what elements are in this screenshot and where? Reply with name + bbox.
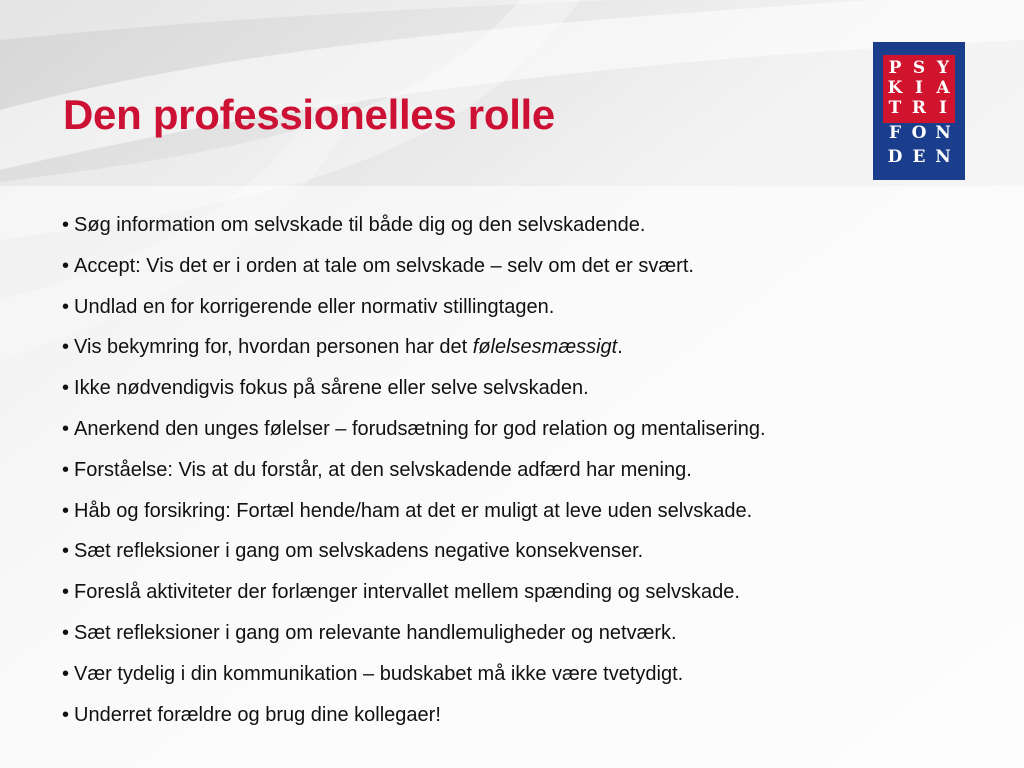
psykiatrifonden-logo bbox=[873, 42, 965, 180]
logo-letter: P bbox=[888, 58, 902, 78]
bullet-marker: • bbox=[62, 703, 70, 726]
logo-letter: T bbox=[888, 98, 902, 118]
bullet-text: Forståelse: Vis at du forstår, at den selvskadende adfærd har mening. bbox=[74, 458, 692, 481]
bullet-item bbox=[62, 701, 982, 742]
bullet-item bbox=[62, 456, 982, 497]
bullet-item bbox=[62, 211, 982, 252]
logo-letter: I bbox=[939, 98, 947, 118]
bullet-item bbox=[62, 537, 982, 578]
logo-letter: I bbox=[915, 78, 923, 98]
bullet-marker: • bbox=[62, 336, 70, 359]
bullet-marker: • bbox=[62, 499, 70, 522]
bullet-text: Vis bekymring for, hvordan personen har det bbox=[74, 336, 473, 359]
logo-letter: O bbox=[911, 123, 927, 143]
bullet-text: Sæt refleksioner i gang om relevante handlemuligheder og netværk. bbox=[74, 621, 677, 644]
bullet-item bbox=[62, 497, 982, 538]
bullet-text: Anerkend den unges følelser – forudsætning for god relation og mentalisering. bbox=[74, 417, 766, 440]
logo-letter: F bbox=[888, 123, 902, 143]
bullet-text: Håb og forsikring: Fortæl hende/ham at det er muligt at leve uden selvskade. bbox=[74, 499, 753, 522]
bullet-text: Undlad en for korrigerende eller normativ stillingtagen. bbox=[74, 295, 555, 318]
bullet-marker: • bbox=[62, 377, 70, 400]
bullet-text: Søg information om selvskade til både dig og den selvskadende. bbox=[74, 214, 646, 236]
logo-letter: N bbox=[935, 123, 951, 143]
bullet-item bbox=[62, 415, 982, 456]
logo-letter: S bbox=[912, 58, 926, 78]
bullet-marker: • bbox=[62, 417, 70, 440]
bullet-text: Sæt refleksioner i gang om selvskadens negative konsekvenser. bbox=[74, 540, 644, 563]
bullet-marker: • bbox=[62, 581, 70, 604]
bullet-text-end: . bbox=[617, 336, 623, 359]
bullet-marker: • bbox=[62, 214, 70, 236]
bullet-text: Underret forældre og brug dine kollegaer! bbox=[74, 703, 441, 726]
bullet-text: Ikke nødvendigvis fokus på sårene eller selve selvskaden. bbox=[74, 377, 589, 400]
bullet-item bbox=[62, 619, 982, 660]
logo-letter: D bbox=[887, 147, 903, 167]
bullet-marker: • bbox=[62, 540, 70, 563]
logo-letter: E bbox=[912, 147, 926, 167]
logo-letter: N bbox=[935, 147, 951, 167]
bullet-item bbox=[62, 374, 982, 415]
bullet-item bbox=[62, 293, 982, 334]
bullet-marker: • bbox=[62, 254, 70, 277]
bullet-item bbox=[62, 252, 982, 293]
bullet-marker: • bbox=[62, 621, 70, 644]
bullet-emphasis: følelsesmæssigt bbox=[472, 336, 618, 359]
logo-letter: R bbox=[911, 98, 927, 118]
bullet-text: Foreslå aktiviteter der forlænger intervallet mellem spænding og selvskade. bbox=[74, 581, 740, 604]
slide-title: Den professionelles rolle bbox=[63, 91, 555, 138]
bullet-item bbox=[62, 333, 982, 374]
bullet-marker: • bbox=[62, 458, 70, 481]
logo-letter: A bbox=[936, 78, 950, 98]
bullet-text: Vær tydelig i din kommunikation – budskabet må ikke være tvetydigt. bbox=[74, 662, 684, 685]
bullet-marker: • bbox=[62, 662, 70, 685]
logo-letter: K bbox=[887, 78, 903, 98]
bullet-marker: • bbox=[62, 295, 70, 318]
logo-letter: Y bbox=[936, 58, 950, 78]
bullet-list bbox=[62, 211, 982, 741]
bullet-item bbox=[62, 578, 982, 619]
bullet-text: Accept: Vis det er i orden at tale om selvskade – selv om det er svært. bbox=[74, 254, 694, 277]
bullet-item bbox=[62, 660, 982, 701]
